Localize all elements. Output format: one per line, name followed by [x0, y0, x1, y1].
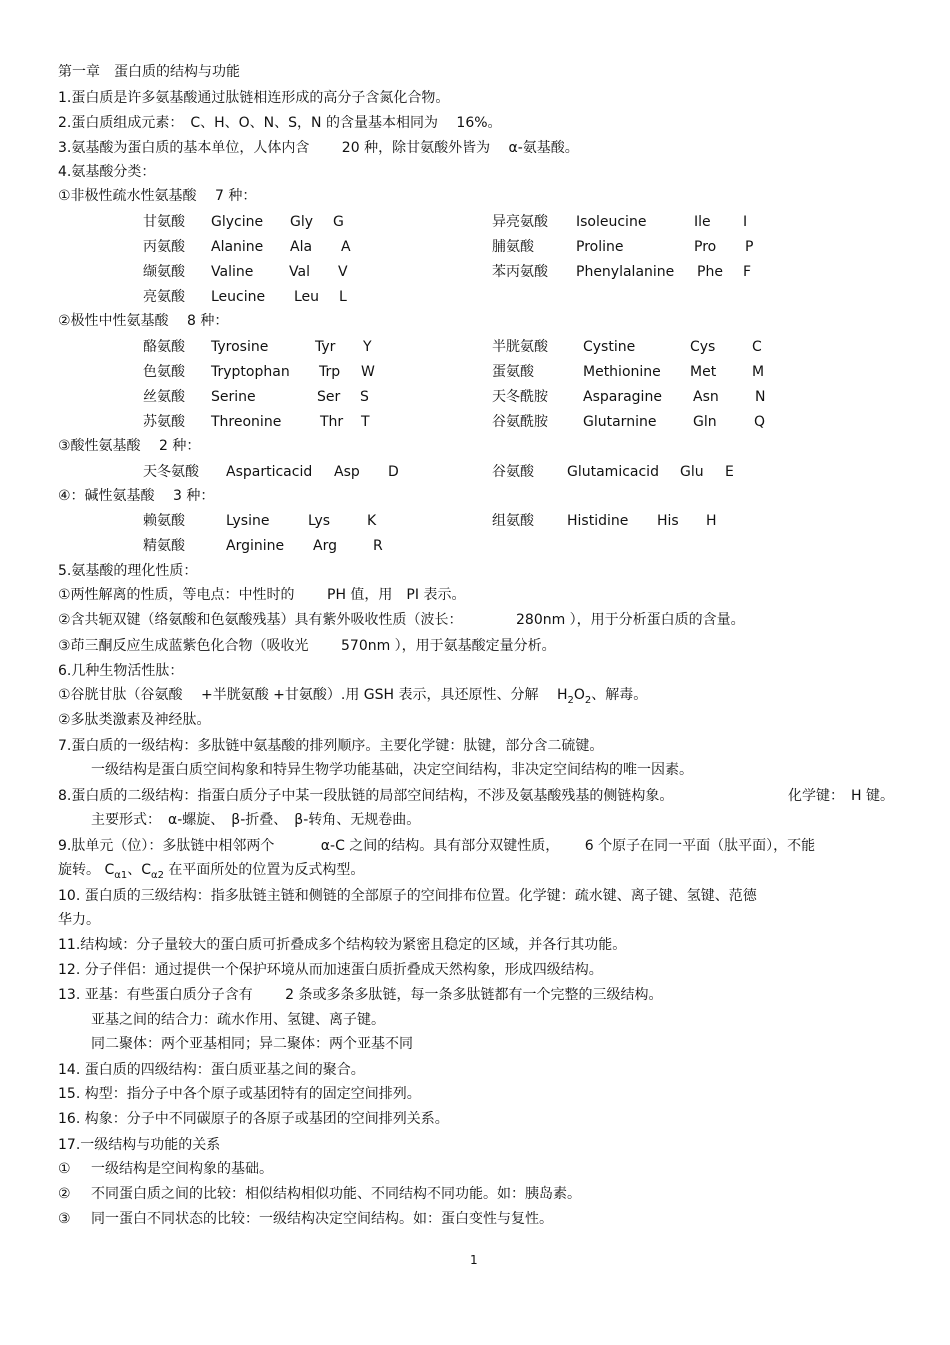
- aa-en: Asparagine: [583, 389, 662, 405]
- aa-abbr3: Pro: [694, 239, 717, 255]
- aa-abbr1: K: [367, 513, 377, 529]
- aa-abbr1: R: [373, 538, 383, 554]
- aa-abbr3: Ile: [694, 214, 711, 230]
- aa-en: Isoleucine: [576, 214, 647, 230]
- aa-abbr1: I: [743, 214, 748, 230]
- aa-cn: 脯氨酸: [492, 239, 534, 255]
- group-heading: ④：碱性氨基酸 3 种：: [58, 488, 215, 504]
- page-number: 1: [470, 1253, 478, 1267]
- paragraph: 8.蛋白质的二级结构：指蛋白质分子中某一段肽链的局部空间结构，不涉及氨基酸残基的侧链构象。: [58, 788, 674, 804]
- aa-abbr3: Phe: [697, 264, 723, 280]
- aa-abbr3: Asp: [334, 464, 360, 480]
- aa-cn: 精氨酸: [143, 538, 185, 554]
- aa-cn: 半胱氨酸: [492, 339, 548, 355]
- list-item: 同一蛋白不同状态的比较：一级结构决定空间结构。如：蛋白变性与复性。: [91, 1211, 553, 1227]
- aa-abbr1: S: [360, 389, 369, 405]
- aa-en: Tryptophan: [211, 364, 290, 380]
- list-marker: ②: [58, 1186, 71, 1202]
- aa-abbr3: Gln: [693, 414, 717, 430]
- aa-abbr1: A: [341, 239, 351, 255]
- aa-cn: 谷氨酰胺: [492, 414, 548, 430]
- aa-abbr1: N: [755, 389, 766, 405]
- aa-en: Serine: [211, 389, 256, 405]
- aa-abbr3: Trp: [319, 364, 341, 380]
- aa-cn: 组氨酸: [492, 513, 534, 529]
- paragraph: 7.蛋白质的一级结构：多肽链中氨基酸的排列顺序。主要化学键：肽键，部分含二硫键。: [58, 738, 604, 754]
- aa-cn: 缬氨酸: [143, 264, 185, 280]
- aa-abbr3: Ala: [290, 239, 313, 255]
- text-run: 旋转。 C: [58, 862, 115, 878]
- aa-abbr1: G: [333, 214, 344, 230]
- aa-en: Glutamicacid: [567, 464, 659, 480]
- aa-abbr3: Cys: [690, 339, 716, 355]
- aa-en: Lysine: [226, 513, 270, 529]
- aa-en: Asparticacid: [226, 464, 313, 480]
- aa-cn: 丝氨酸: [143, 389, 185, 405]
- aa-en: Methionine: [583, 364, 661, 380]
- aa-cn: 蛋氨酸: [492, 364, 534, 380]
- aa-abbr1: D: [388, 464, 399, 480]
- paragraph: 11.结构域：分子量较大的蛋白质可折叠成多个结构较为紧密且稳定的区域，并各行其功能。: [58, 937, 627, 953]
- aa-cn: 甘氨酸: [143, 214, 185, 230]
- aa-en: Proline: [576, 239, 624, 255]
- text-run: O: [573, 687, 585, 703]
- aa-cn: 丙氨酸: [143, 239, 185, 255]
- subscript: 2: [584, 694, 592, 706]
- aa-abbr3: Thr: [320, 414, 344, 430]
- aa-abbr3: Lys: [308, 513, 331, 529]
- text-run: 在平面所处的位置为反式构型。: [163, 862, 365, 878]
- aa-cn: 酪氨酸: [143, 339, 185, 355]
- group-heading: ①非极性疏水性氨基酸 7 种：: [58, 188, 257, 204]
- paragraph: 华力。: [58, 912, 100, 928]
- aa-cn: 天冬酰胺: [492, 389, 548, 405]
- aa-abbr1: W: [361, 364, 375, 380]
- aa-cn: 天冬氨酸: [143, 464, 199, 480]
- aa-abbr1: Q: [754, 414, 766, 430]
- aa-en: Glycine: [211, 214, 264, 230]
- paragraph: 4.氨基酸分类：: [58, 164, 156, 180]
- paragraph: 同二聚体：两个亚基相同；异二聚体：两个亚基不同: [91, 1036, 413, 1052]
- aa-cn: 苯丙氨酸: [492, 264, 548, 280]
- list-marker: ①: [58, 1161, 71, 1177]
- paragraph: ②多肽类激素及神经肽。: [58, 712, 211, 728]
- paragraph: [58, 686, 647, 704]
- paragraph: 13. 亚基：有些蛋白质分子含有 2 条或多条多肽链，每一条多肽链都有一个完整的三级结构。: [58, 987, 663, 1003]
- paragraph: 2.蛋白质组成元素： C、H、O、N、S，N 的含量基本相同为 16%。: [58, 115, 502, 131]
- list-item: 不同蛋白质之间的比较：相似结构相似功能、不同结构不同功能。如：胰岛素。: [91, 1186, 581, 1202]
- paragraph: ②含共轭双键（络氨酸和色氨酸残基）具有紫外吸收性质（波长： 280nm ），用于分析蛋白质的含量。: [58, 612, 745, 628]
- aa-abbr1: T: [361, 414, 370, 430]
- subscript: α2: [150, 869, 164, 881]
- aa-abbr3: Leu: [294, 289, 320, 305]
- aa-abbr1: H: [706, 513, 717, 529]
- aa-abbr1: E: [725, 464, 734, 480]
- aa-abbr3: Ser: [317, 389, 341, 405]
- list-marker: ③: [58, 1211, 71, 1227]
- paragraph: 3.氨基酸为蛋白质的基本单位，人体内含 20 种，除甘氨酸外皆为 α-氨基酸。: [58, 140, 579, 156]
- aa-en: Arginine: [226, 538, 285, 554]
- paragraph: 6.几种生物活性肽：: [58, 663, 184, 679]
- aa-abbr1: L: [339, 289, 347, 305]
- text-run: 、C: [127, 862, 151, 878]
- paragraph: [58, 861, 364, 879]
- text-run: ①谷胱甘肽（谷氨酸 +半胱氨酸 +甘氨酸）.用 GSH 表示，具还原性、分解 H: [58, 687, 568, 703]
- paragraph: 1.蛋白质是许多氨基酸通过肽链相连形成的高分子含氮化合物。: [58, 90, 450, 106]
- paragraph: 化学键： H 键。: [788, 788, 894, 804]
- aa-abbr3: Met: [690, 364, 717, 380]
- aa-cn: 亮氨酸: [143, 289, 185, 305]
- paragraph: 17.一级结构与功能的关系: [58, 1137, 221, 1153]
- text-run: 、解毒。: [591, 687, 648, 703]
- subscript: 2: [567, 694, 574, 706]
- aa-abbr1: C: [752, 339, 762, 355]
- aa-abbr3: Asn: [693, 389, 719, 405]
- aa-en: Alanine: [211, 239, 264, 255]
- paragraph: ①两性解离的性质，等电点：中性时的 PH 值，用 PI 表示。: [58, 587, 466, 603]
- aa-abbr3: Gly: [290, 214, 314, 230]
- aa-cn: 色氨酸: [143, 364, 185, 380]
- aa-abbr3: His: [657, 513, 679, 529]
- aa-abbr1: Y: [363, 339, 372, 355]
- chapter-title: 第一章 蛋白质的结构与功能: [58, 64, 240, 80]
- paragraph: 14. 蛋白质的四级结构：蛋白质亚基之间的聚合。: [58, 1062, 365, 1078]
- paragraph: 12. 分子伴侣：通过提供一个保护环境从而加速蛋白质折叠成天然构象，形成四级结构。: [58, 962, 603, 978]
- aa-abbr3: Val: [289, 264, 310, 280]
- paragraph: 15. 构型：指分子中各个原子或基团特有的固定空间排列。: [58, 1086, 421, 1102]
- subscript: α1: [114, 869, 128, 881]
- group-heading: ②极性中性氨基酸 8 种：: [58, 313, 229, 329]
- paragraph: ③茚三酮反应生成蓝紫色化合物（吸收光 570nm ），用于氨基酸定量分析。: [58, 638, 556, 654]
- paragraph: 5.氨基酸的理化性质：: [58, 563, 198, 579]
- list-item: 一级结构是空间构象的基础。: [91, 1161, 273, 1177]
- aa-en: Leucine: [211, 289, 266, 305]
- aa-en: Tyrosine: [211, 339, 269, 355]
- paragraph: 亚基之间的结合力：疏水作用、氢键、离子键。: [91, 1012, 385, 1028]
- aa-en: Valine: [211, 264, 254, 280]
- aa-abbr3: Arg: [313, 538, 337, 554]
- paragraph: 10. 蛋白质的三级结构：指多肽链主链和侧链的全部原子的空间排布位置。化学键：疏水键、离子键、氢键、范德: [58, 888, 757, 904]
- aa-cn: 赖氨酸: [143, 513, 185, 529]
- paragraph: 主要形式： α-螺旋、 β-折叠、 β-转角、无规卷曲。: [91, 812, 421, 828]
- aa-en: Cystine: [583, 339, 636, 355]
- aa-abbr1: M: [752, 364, 765, 380]
- aa-en: Histidine: [567, 513, 629, 529]
- aa-en: Glutarnine: [583, 414, 657, 430]
- aa-cn: 谷氨酸: [492, 464, 534, 480]
- paragraph: 9.肽单元（位）：多肽链中相邻两个 α-C 之间的结构。具有部分双键性质， 6 个原子在同一平面（肽平面），不能: [58, 838, 816, 854]
- aa-cn: 苏氨酸: [143, 414, 185, 430]
- paragraph: 16. 构象：分子中不同碳原子的各原子或基团的空间排列关系。: [58, 1111, 449, 1127]
- aa-abbr3: Glu: [680, 464, 704, 480]
- aa-abbr1: F: [743, 264, 752, 280]
- aa-en: Threonine: [211, 414, 282, 430]
- aa-cn: 异亮氨酸: [492, 214, 548, 230]
- group-heading: ③酸性氨基酸 2 种：: [58, 438, 201, 454]
- aa-en: Phenylalanine: [576, 264, 675, 280]
- aa-abbr1: P: [745, 239, 754, 255]
- aa-abbr1: V: [338, 264, 348, 280]
- paragraph: 一级结构是蛋白质空间构象和特异生物学功能基础，决定空间结构，非决定空间结构的唯一因素。: [91, 762, 693, 778]
- aa-abbr3: Tyr: [315, 339, 336, 355]
